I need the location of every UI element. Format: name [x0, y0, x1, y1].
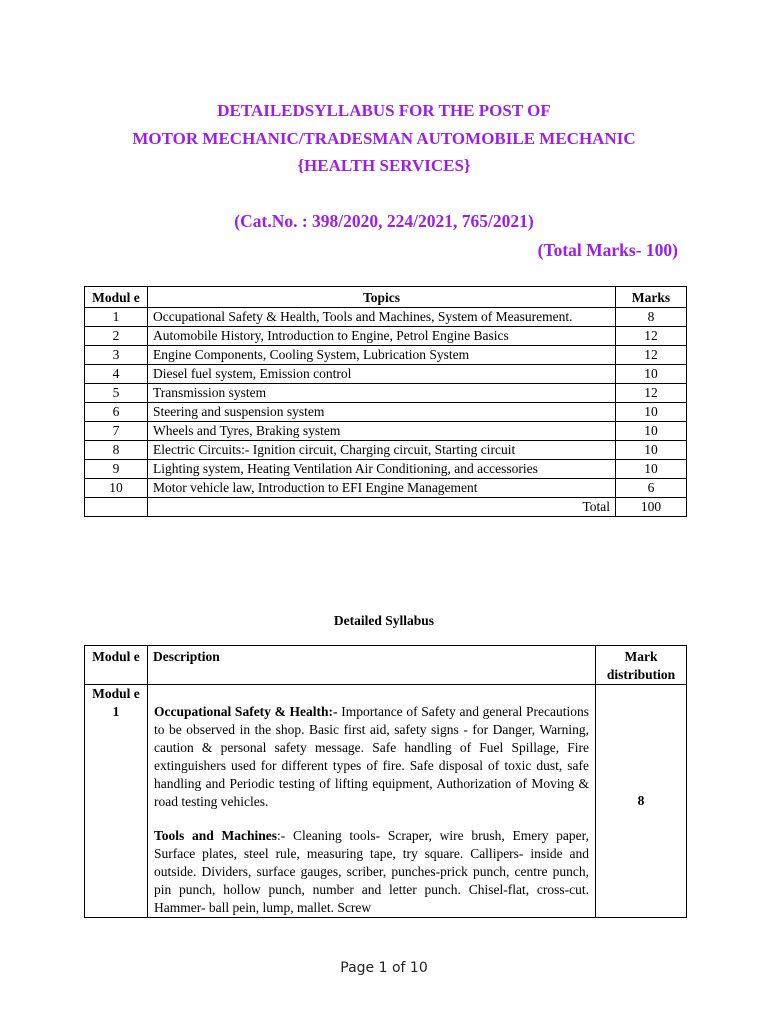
module-cell: 9	[85, 460, 148, 479]
topic-cell: Steering and suspension system	[148, 403, 616, 422]
module-cell: 10	[85, 479, 148, 498]
topic-cell: Engine Components, Cooling System, Lubrication System	[148, 346, 616, 365]
total-marks: (Total Marks- 100)	[537, 240, 678, 260]
detailed-header-row	[85, 646, 687, 685]
topic-cell: Motor vehicle law, Introduction to EFI Engine Management	[148, 479, 616, 498]
table-row	[85, 403, 687, 422]
table-row	[85, 365, 687, 384]
topic-cell: Transmission system	[148, 384, 616, 403]
table-row	[85, 308, 687, 327]
module-label: Modul e 1	[85, 685, 148, 918]
topic-cell: Automobile History, Introduction to Engine, Petrol Engine Basics	[148, 327, 616, 346]
topic-cell: Electric Circuits:- Ignition circuit, Charging circuit, Starting circuit	[148, 441, 616, 460]
page-footer: Page 1 of 10	[340, 960, 428, 976]
module-cell: 6	[85, 403, 148, 422]
para-text-safety: Importance of Safety and general Precautions to be observed in the shop. Basic first aid, safety signs - for Danger, Warning, caution & personal safety message. Safe handling of Fuel Spillage, Fire extinguishers used for different types of fire. Safe disposal of toxic dust, safe handling and Periodic testing of lifting equipment, Authorization of Moving & road testing vehicles.	[154, 704, 590, 809]
para-text-tools: :- Cleaning tools- Scraper, wire brush, Emery paper, Surface plates, steel rule, measuring tape, try square. Callipers- inside and outside. Dividers, surface gauges, scriber, punches-prick punch, centre punch, pin punch, hollow punch, number and letter punch. Chisel-flat, cross-cut. Hammer- ball pein, lump, mallet. Screw	[154, 828, 589, 915]
topic-cell: Wheels and Tyres, Braking system	[148, 422, 616, 441]
total-value: 100	[616, 498, 687, 517]
module-cell: 2	[85, 327, 148, 346]
marks-cell: 12	[616, 327, 687, 346]
module-cell: 7	[85, 422, 148, 441]
col-header-marks: Marks	[616, 287, 687, 308]
detailed-table	[84, 645, 687, 918]
col-header-mark-distribution: Mark distribution	[596, 646, 687, 685]
total-row	[85, 498, 687, 517]
marks-cell: 12	[616, 384, 687, 403]
summary-header-row	[85, 287, 687, 308]
module-cell: 1	[85, 308, 148, 327]
table-row	[85, 346, 687, 365]
table-row	[85, 384, 687, 403]
module-cell: 5	[85, 384, 148, 403]
table-row	[85, 460, 687, 479]
marks-cell: 10	[616, 441, 687, 460]
module-cell: 4	[85, 365, 148, 384]
topic-cell: Diesel fuel system, Emission control	[148, 365, 616, 384]
topic-cell: Lighting system, Heating Ventilation Air Conditioning, and accessories	[148, 460, 616, 479]
detailed-syllabus-title: Detailed Syllabus	[333, 613, 435, 628]
para-title-safety: Occupational Safety & Health:-	[154, 704, 338, 719]
module-1-row	[85, 685, 687, 918]
marks-cell: 10	[616, 422, 687, 441]
marks-cell: 6	[616, 479, 687, 498]
category-numbers: (Cat.No. : 398/2020, 224/2021, 765/2021)	[234, 211, 534, 231]
table-row	[85, 441, 687, 460]
marks-cell: 10	[616, 365, 687, 384]
marks-cell: 8	[616, 308, 687, 327]
marks-cell: 10	[616, 403, 687, 422]
module-description	[148, 685, 596, 918]
table-row	[85, 327, 687, 346]
col-header-description: Description	[148, 646, 596, 685]
marks-cell: 10	[616, 460, 687, 479]
topic-cell: Occupational Safety & Health, Tools and Machines, System of Measurement.	[148, 308, 616, 327]
col-header-topics: Topics	[148, 287, 616, 308]
title-line-3: {HEALTH SERVICES}	[297, 156, 471, 175]
module-cell: 3	[85, 346, 148, 365]
total-label: Total	[148, 498, 616, 517]
table-row	[85, 422, 687, 441]
total-empty-cell	[85, 498, 148, 517]
col-header-module: Modul e	[85, 287, 148, 308]
paragraph-tools	[154, 827, 589, 917]
summary-table	[84, 286, 687, 517]
module-cell: 8	[85, 441, 148, 460]
title-line-1: DETAILEDSYLLABUS FOR THE POST OF	[217, 101, 551, 120]
module-mark: 8	[596, 685, 687, 918]
marks-cell: 12	[616, 346, 687, 365]
title-line-2: MOTOR MECHANIC/TRADESMAN AUTOMOBILE MECHANIC	[132, 129, 636, 148]
table-row	[85, 479, 687, 498]
para-title-tools: Tools and Machines	[154, 828, 277, 843]
col-header-module: Modul e	[85, 646, 148, 685]
paragraph-safety	[154, 703, 589, 811]
